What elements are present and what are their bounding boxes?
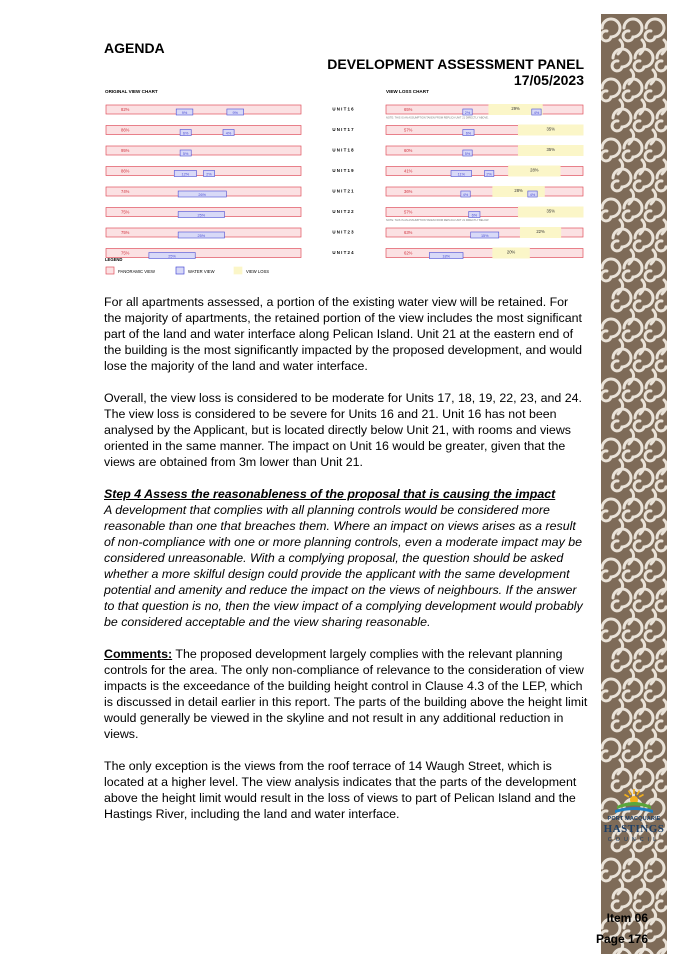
loss-panoramic-label: 57% bbox=[404, 127, 413, 133]
panel-heading: DEVELOPMENT ASSESSMENT PANEL bbox=[327, 56, 584, 72]
original-water-label: 6% bbox=[182, 131, 189, 136]
logo-council: COUNCIL bbox=[607, 837, 661, 843]
paragraph-view-retention: For all apartments assessed, a portion of the existing water view will be retained. For the majority of apartments, the retained portion of the view includes the most significant part of the land and water interface along Pelican Island. Unit 21 at the eastern end of the building is the most significantly impacted by the proposed development, and would lose the majority of the land and water interface. bbox=[104, 295, 583, 373]
council-logo bbox=[603, 786, 665, 850]
original-panoramic-label: 82% bbox=[121, 107, 130, 113]
unit-label: U N I T 2 3 bbox=[332, 229, 354, 235]
original-water-label: 25% bbox=[197, 233, 206, 238]
original-panoramic-label: 75% bbox=[121, 230, 130, 236]
original-water-label: 25% bbox=[168, 254, 176, 259]
original-panoramic-bar bbox=[106, 146, 301, 155]
loss-water-label: 6% bbox=[465, 131, 472, 136]
agenda-heading: AGENDA bbox=[104, 40, 165, 56]
view-charts bbox=[100, 86, 586, 282]
unit-label: U N I T 2 2 bbox=[332, 209, 354, 214]
loss-panoramic-label: 60% bbox=[404, 148, 413, 154]
legend-swatch bbox=[234, 267, 242, 274]
logo-hastings: HASTINGS bbox=[603, 823, 665, 835]
view-loss-label: 20% bbox=[506, 249, 516, 255]
legend-label: PANORAMIC VIEW bbox=[118, 269, 155, 274]
original-panoramic-bar bbox=[106, 249, 301, 258]
unit-label: U N I T 2 4 bbox=[332, 250, 354, 255]
view-loss-label: 35% bbox=[546, 147, 555, 153]
legend-swatch bbox=[106, 267, 114, 274]
chart-note: NOTE: THIS IS AN ASSUMPTION TAKEN FROM REPLICA UNIT 21 DIRECTLY ABOVE. bbox=[386, 116, 489, 120]
unit-label: U N I T 1 9 bbox=[332, 168, 354, 173]
loss-panoramic-label: 65% bbox=[404, 107, 413, 113]
view-loss-label: 28% bbox=[514, 188, 523, 194]
view-loss-label: 29% bbox=[511, 106, 520, 112]
report-body bbox=[104, 294, 588, 838]
original-water-label: 25% bbox=[197, 213, 206, 218]
original-water-label: 5% bbox=[182, 151, 189, 156]
original-water-label: 9% bbox=[232, 110, 238, 115]
original-panoramic-bar bbox=[106, 126, 301, 135]
original-water-label: 4% bbox=[225, 131, 232, 136]
loss-panoramic-label: 41% bbox=[404, 168, 413, 174]
view-loss-label: 35% bbox=[546, 208, 555, 214]
loss-water-label: 15% bbox=[480, 233, 489, 238]
step-4-text: A development that complies with all planning controls would be considered more reasonable than one that breaches them. Where an impact on views arises as a result of non-compliance with one or more planning controls, even a moderate impact may be considered unreasonable. With a complying proposal, the question should be asked whether a more skilful design could provide the applicant with the same development potential and amenity and reduce the impact on the views of neighbours. If the answer to that question is no, then the view impact of a complying development would probably be considered acceptable and the view sharing reasonable. bbox=[104, 503, 583, 629]
original-chart-title: ORIGINAL VIEW CHART bbox=[105, 89, 158, 94]
original-panoramic-label: 95% bbox=[121, 148, 130, 154]
loss-panoramic-bar bbox=[386, 187, 583, 196]
loss-water-label: 18% bbox=[442, 254, 450, 259]
loss-water-label: 4% bbox=[533, 110, 540, 115]
legend-label: VIEW LOSS bbox=[246, 269, 270, 274]
original-water-label: 26% bbox=[198, 192, 207, 197]
paragraph-roof-terrace: The only exception is the views from the roof terrace of 14 Waugh Street, which is located at a higher level. The view analysis indicates that the parts of the development above the height limit would result in the loss of views to part of Pelican Island and the Hastings River, including the land and water interface. bbox=[104, 759, 577, 821]
paragraph-view-loss-summary: Overall, the view loss is considered to be moderate for Units 17, 18, 19, 22, 23, and 24. The view loss is considered to be severe for Units 16 and 21. Unit 16 has not been analysed by the Applicant, but is located directly below Unit 21, with rooms and views oriented in the same manner. The impact on Unit 16 would be greater, given that the views are obtained from 3m lower than Unit 21. bbox=[104, 391, 582, 469]
loss-water-label: 5% bbox=[464, 151, 471, 156]
item-number: Item 06 bbox=[606, 911, 648, 925]
comments-section bbox=[104, 646, 588, 742]
sun-waves-logo-icon bbox=[603, 786, 665, 816]
loss-water-label: 2% bbox=[486, 172, 492, 177]
legend-label: WATER VIEW bbox=[188, 269, 215, 274]
meeting-date: 17/05/2023 bbox=[513, 72, 584, 88]
comments-text: The proposed development largely complies with the relevant planning controls for the area. The only non-compliance of relevance to the consideration of view impacts is the exceedance of the building height control in Clause 4.3 of the LEP, which is discussed in detail earlier in this report. The parts of the building above the height limit would generally be viewed in the skyline and not result in any additional reduction in views. bbox=[104, 647, 588, 741]
loss-panoramic-label: 63% bbox=[404, 230, 413, 236]
view-loss-label: 22% bbox=[536, 229, 545, 235]
unit-label: U N I T 1 8 bbox=[332, 147, 354, 153]
original-panoramic-label: 75% bbox=[121, 250, 130, 256]
original-water-label: 9% bbox=[181, 110, 188, 115]
view-chart-svg bbox=[100, 86, 586, 282]
original-panoramic-bar bbox=[106, 105, 301, 114]
step-4-title: Step 4 Assess the reasonableness of the proposal that is causing the impact bbox=[104, 487, 556, 501]
original-water-label: 2% bbox=[206, 172, 212, 177]
view-loss-label: 35% bbox=[546, 126, 555, 132]
loss-water-label: 11% bbox=[457, 172, 465, 177]
loss-water-label: 4% bbox=[529, 192, 536, 197]
logo-port-macquarie: PORT MACQUARIE bbox=[607, 816, 661, 822]
view-loss-label: 28% bbox=[530, 167, 539, 173]
original-panoramic-label: 86% bbox=[121, 127, 130, 133]
loss-panoramic-bar bbox=[386, 105, 583, 114]
unit-label: U N I T 2 1 bbox=[332, 188, 354, 194]
step-4-section bbox=[104, 486, 588, 630]
loss-panoramic-label: 36% bbox=[404, 189, 413, 195]
loss-water-label: 2% bbox=[464, 110, 471, 115]
legend-swatch bbox=[176, 267, 184, 274]
page-number: Page 176 bbox=[595, 932, 648, 946]
unit-label: U N I T 1 6 bbox=[332, 106, 354, 112]
original-panoramic-label: 74% bbox=[121, 189, 130, 195]
legend-title: LEGEND bbox=[105, 257, 123, 262]
loss-chart-title: VIEW LOSS CHART bbox=[386, 89, 429, 94]
loss-water-label: 6% bbox=[471, 213, 478, 218]
original-water-label: 12% bbox=[181, 172, 190, 177]
loss-panoramic-label: 57% bbox=[404, 209, 413, 215]
loss-panoramic-bar bbox=[386, 249, 583, 258]
unit-label: U N I T 1 7 bbox=[332, 127, 354, 132]
chart-note: NOTE: THIS IS AN ASSUMPTION TAKEN FROM REPLICA UNIT 21 DIRECTLY BELOW. bbox=[386, 219, 490, 222]
comments-label: Comments: bbox=[104, 647, 173, 661]
loss-panoramic-label: 62% bbox=[404, 250, 413, 256]
loss-water-label: 4% bbox=[462, 192, 469, 197]
original-panoramic-label: 86% bbox=[121, 168, 130, 174]
original-panoramic-label: 75% bbox=[121, 209, 130, 215]
